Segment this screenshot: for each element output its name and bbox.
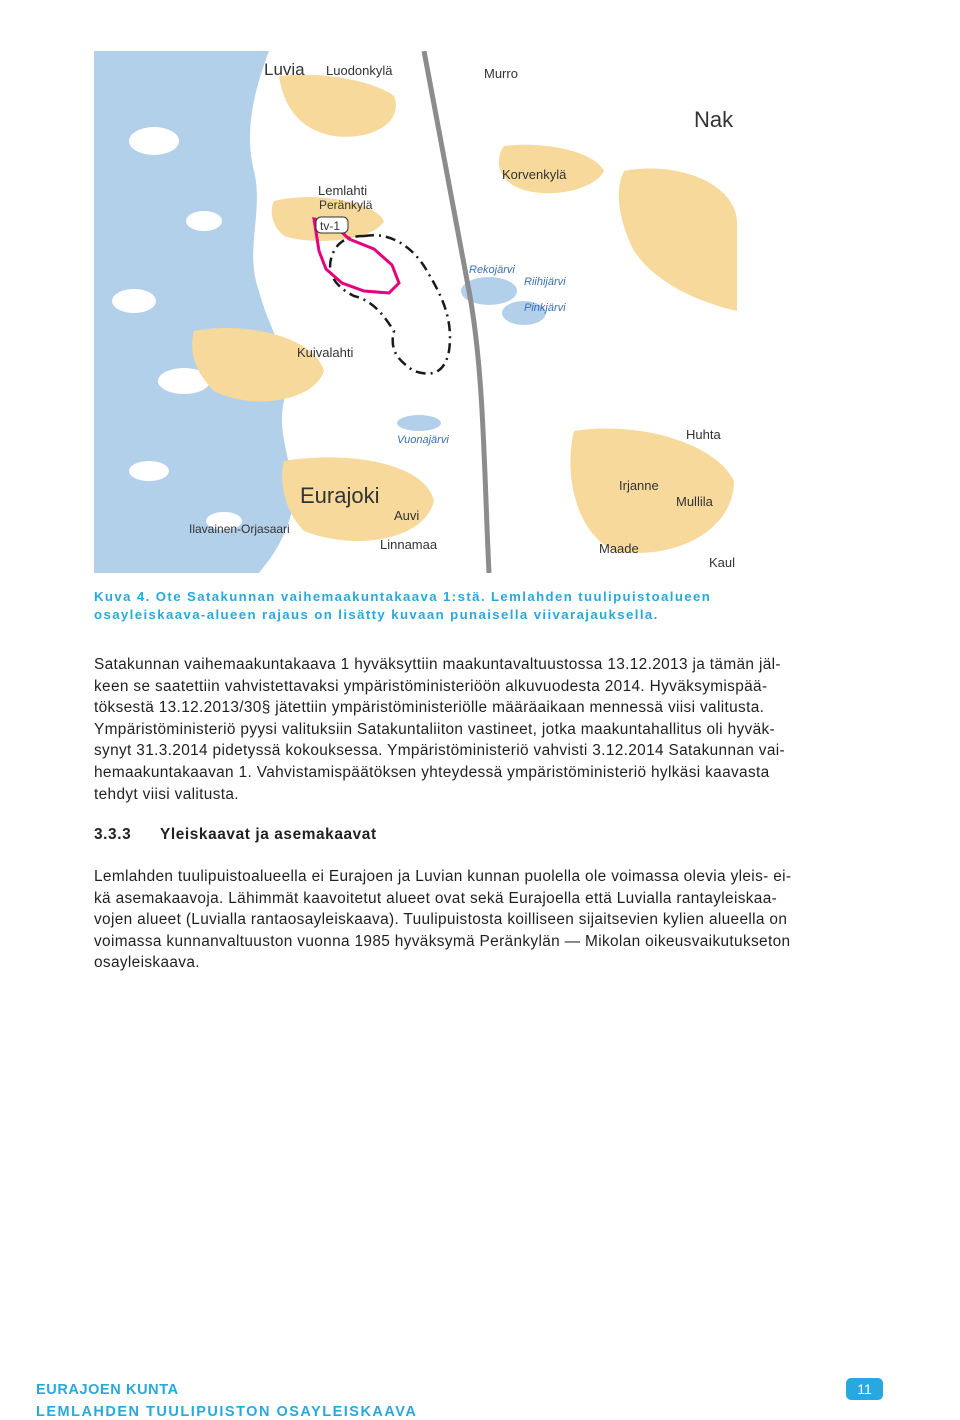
footer-document-title: LEMLAHDEN TUULIPUISTON OSAYLEISKAAVA — [36, 1404, 418, 1420]
text-line: synyt 31.3.2014 pidetyssä kokouksessa. Ympäristöministeriö vahvisti 3.12.2014 Satakunnan vai- — [94, 742, 786, 760]
text-line: Lemlahden tuulipuistoalueella ei Eurajoen ja Luvian kunnan puolella ole voimassa olevia yleis- ei- — [94, 868, 792, 885]
map-label-huhta: Huhta — [686, 427, 721, 442]
section-title: Yleiskaavat ja asemakaavat — [160, 826, 377, 843]
text-line: hemaakuntakaavan 1. Vahvistamispäätöksen yhteydessä ympäristöministeriö hylkäsi kaavasta — [94, 763, 770, 781]
map-label-riihijarvi: Riihijärvi — [524, 276, 566, 288]
map-label-tv1: tv-1 — [320, 219, 341, 233]
map-label-kaul: Kaul — [709, 555, 736, 570]
map-label-luodonkyla: Luodonkylä — [326, 63, 393, 78]
text-line: tehdyt viisi valitusta. — [94, 785, 239, 803]
text-line: osayleiskaava. — [94, 954, 200, 972]
map-label-ilavainen: Ilavainen-Orjasaari — [189, 522, 290, 536]
map-label-lemlahti: Lemlahti — [318, 183, 368, 198]
map-label-mullila: Mullila — [676, 494, 713, 509]
map-label-nak: Nak — [694, 107, 734, 132]
map-island — [129, 461, 169, 481]
footer-organization: EURAJOEN KUNTA — [36, 1382, 179, 1398]
map-label-pinkjarvi: Pinkjärvi — [524, 302, 566, 314]
map-label-korvenkyla: Korvenkylä — [502, 167, 567, 182]
figure-caption — [94, 588, 854, 624]
map-label-auvi: Auvi — [394, 508, 420, 523]
section-number: 3.3.3 — [94, 826, 132, 843]
map-island — [112, 289, 156, 313]
text-line: voimassa kunnanvaltuuston vuonna 1985 hyväksymä Peränkylän — Mikolan oikeusvaikutukseton — [94, 932, 791, 950]
text-line: Ympäristöministeriö pyysi valituksiin Satakuntaliiton vastineet, jotka maakuntahallitus oli hyväk- — [94, 720, 775, 738]
map-label-eurajoki: Eurajoki — [300, 483, 380, 508]
caption-line: osayleiskaava-alueen rajaus on lisätty kuvaan punaisella viivarajauksella. — [94, 607, 659, 622]
text-line: vojen alueet (Luvialla rantaosayleiskaava). Tuulipuistosta koilliseen sijaitsevien kylien alueella on — [94, 911, 788, 929]
map-island — [186, 211, 222, 231]
paragraph-regional-plan — [94, 654, 894, 805]
map-label-luvia: Luvia — [264, 60, 305, 79]
map-island — [129, 127, 179, 155]
paragraph-master-plans — [94, 866, 894, 974]
map-label-perankyla-text: Peränkylä — [319, 198, 373, 212]
text-line: keen se saatettiin vahvistettavaksi ympäristöministeriöön alkuvuodesta 2014. Hyväksymispää- — [94, 677, 768, 695]
map-label-murro: Murro — [484, 66, 518, 81]
section-heading — [94, 826, 377, 844]
map-label-irjanne: Irjanne — [619, 478, 659, 493]
map-lake-vuonajarvi — [397, 415, 441, 431]
page-number-badge: 11 — [846, 1378, 883, 1400]
regional-plan-map — [94, 51, 737, 573]
map-label-linnamaa: Linnamaa — [380, 537, 438, 552]
map-label-rekojarvi: Rekojärvi — [469, 264, 515, 276]
map-label-vuonajarvi: Vuonajärvi — [397, 434, 449, 446]
text-line: kä asemakaavoja. Lähimmät kaavoitetut alueet ovat sekä Eurajoella että Luvialla rantayleiskaa- — [94, 889, 778, 907]
text-line: Satakunnan vaihemaakuntakaava 1 hyväksyttiin maakuntavaltuustossa 13.12.2013 ja tämän jäl- — [94, 656, 781, 673]
caption-line: Kuva 4. Ote Satakunnan vaihemaakuntakaava 1:stä. Lemlahden tuulipuistoalueen — [94, 589, 712, 604]
text-line: töksestä 13.12.2013/30§ jätettiin ympäristöministeriölle määräaikaan mennessä viisi valitusta. — [94, 699, 765, 717]
map-label-maade: Maade — [599, 541, 639, 556]
map-label-kuivalahti: Kuivalahti — [297, 345, 354, 360]
